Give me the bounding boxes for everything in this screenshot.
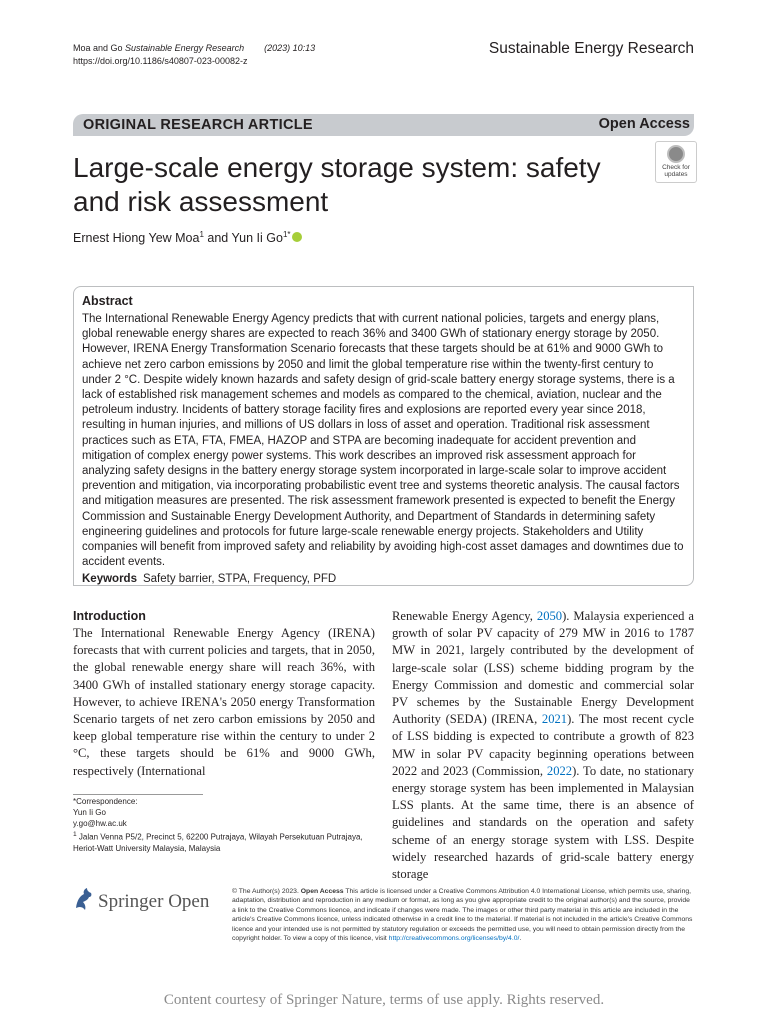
author-2[interactable]: Yun Ii Go [231, 231, 283, 246]
open-access-label: Open Access [598, 116, 690, 132]
ref-link-2021[interactable]: 2021 [541, 712, 568, 727]
license-link[interactable]: http://creativecommons.org/licenses/by/4.0/ [388, 935, 520, 943]
citation-journal: Sustainable Energy Research [125, 43, 245, 53]
citation-header [73, 42, 315, 68]
intro-right-column [392, 608, 694, 883]
open-word: Open [168, 891, 210, 912]
springer-horse-icon [73, 886, 95, 912]
check-updates-line2: updates [664, 171, 688, 178]
journal-name: Sustainable Energy Research [488, 40, 694, 57]
introduction-heading: Introduction [73, 609, 146, 623]
article-type: ORIGINAL RESEARCH ARTICLE [83, 117, 313, 133]
footnote-email[interactable]: y.go@hw.ac.uk [73, 819, 127, 828]
license-open-access: Open Access [300, 888, 344, 895]
springer-word: Springer [98, 891, 164, 912]
ref-link-2022[interactable]: 2022 [546, 763, 573, 778]
footnote-affiliation [73, 829, 375, 854]
license-body: This article is licensed under a Creative Commons Attribution 4.0 International License, which permits use, sharing, adaptation, distribution and reproduction in any medium or format, as long as you give appropriate credit to the original author(s) and the source, provide a link to the Creative Commons licence, and indicate if changes were made. The images or other third party material in this article are included in the article's Creative Commons licence, unless indicated otherwise in a credit line to the material. If material is not included in the article's Creative Commons licence and your intended use is not permitted by statutory regulation or exceeds the permitted use, you will need to obtain permission directly from the copyright holder. To view a copy of this licence, visit [232, 888, 693, 943]
springer-open-logo [98, 891, 209, 913]
ref-link-2050[interactable]: 2050 [536, 609, 563, 623]
citation-authors: Moa and Go [73, 43, 123, 53]
courtesy-footer: Content courtesy of Springer Nature, terms of use apply. Rights reserved. [163, 992, 605, 1008]
abstract-box [73, 286, 694, 586]
footnote-name: Yun Ii Go [73, 808, 106, 817]
license-text [232, 887, 694, 943]
check-updates-line1: Check for [662, 164, 690, 171]
intro-right-text-1: Renewable Energy Agency, [392, 609, 537, 623]
intro-right-text-3: ). The most recent cycle of LSS bidding is expected to contribute a growth of 823 MW in solar PV capacity beginning operations between 2022 and 2023 (Commission, [392, 712, 695, 778]
keywords-value: Safety barrier, STPA, Frequency, PFD [142, 573, 337, 586]
footnote-affil-num: 1 [73, 831, 77, 838]
orcid-icon[interactable] [292, 232, 302, 242]
footnote-divider [73, 794, 203, 795]
intro-right-text-4: ). To date, no stationary energy storage system has been implemented in Malaysian LSS plants. At the same time, there is an absence of guidelines and standards on the operation and safety scheme of an energy storage system with LSS. Despite widely researched hazards of grid-scale battery energy storage [392, 763, 694, 882]
article-title: Large-scale energy storage system: safety and risk assessment [73, 152, 601, 217]
article-type-banner [73, 114, 694, 136]
abstract-text: The International Renewable Energy Agency predicts that with current national policies, targets and energy plans, global renewable energy shares are expected to reach 36% and 3400 GWh of stationary energy storage by 2050. However, IRENA Energy Transformation Scenario forecasts that these targets should be at 61% and 9000 GWh to achieve net zero carbon emissions by 2050 and limit the global temperature rise within the twenty-first century to under 2 °C. Despite widely known hazards and safety design of grid-scale battery energy storage systems, there is a lack of established risk management schemes and models as compared to the chemical, aviation, nuclear and the petroleum industry. Incidents of battery storage facility fires and explosions are reported every year since 2018, resulting in human injuries, and millions of US dollars in loss of asset and operation. Traditional risk assessment practices such as ETA, FTA, FMEA, HAZOP and STPA are becoming inadequate for accident prevention and mitigation of complex energy power systems. This work describes an improved risk assessment approach for analyzing safety designs in the battery energy storage system incorporated in large-scale solar to improve accident prevention and mitigation, via incorporating probabilistic event tree and systems theoretic analysis. The causal factors and mitigation measures are presented. The risk assessment framework presented is expected to benefit the Energy Commission and Sustainable Energy Development Authority, and Department of Standards in determining safety engineering guidelines and protocols for future large-scale renewable energy projects. Stakeholders and Utility companies will benefit from improved safety and reliability by avoiding high-cost asset damages and downtimes due to accident events. [82, 313, 684, 569]
license-copyright: © The Author(s) 2023. [232, 888, 301, 895]
check-updates-icon [667, 145, 685, 163]
footnote [73, 796, 375, 854]
keywords-line [82, 573, 685, 585]
footnote-affil-text: Jalan Venna P5/2, Precinct 5, 62200 Putrajaya, Wilayah Persekutuan Putrajaya, Heriot-Watt University Malaysia, Malaysia [73, 832, 363, 853]
author-and: and [203, 231, 232, 246]
abstract-heading: Abstract [82, 294, 133, 308]
citation-volume: (2023) 10:13 [264, 43, 316, 53]
intro-right-text-2: ). Malaysia experienced a growth of solar PV capacity of 279 MW in 2016 to 1787 MW in 2021, largely contributed by the development of large-scale solar (LSS) scheme bidding program by the Energy Commission and domestic and commercial solar PV schemes by the Sustainable Energy Development Authority (SEDA) (IRENA, [392, 609, 694, 727]
author-1-affil: 1 [199, 230, 204, 239]
doi-link[interactable]: https://doi.org/10.1186/s40807-023-00082-z [73, 56, 248, 66]
license-end: . [519, 935, 522, 943]
author-1[interactable]: Ernest Hiong Yew Moa [73, 231, 200, 246]
keywords-label: Keywords [82, 573, 137, 586]
author-2-affil: 1* [282, 230, 291, 239]
check-for-updates-button[interactable] [655, 141, 697, 183]
footnote-correspondence: *Correspondence: [73, 797, 138, 806]
author-list [73, 230, 302, 245]
intro-left-column: The International Renewable Energy Agency (IRENA) forecasts that with current policies and targets, that in 2050, the global renewable energy share will reach 36%, with 3400 GWh of installed stationary energy storage capacity. However, to achieve IRENA's 2050 energy Transformation Scenario targets of net zero carbon emissions by 2050 and keep global temperature rise within the century to under 2 °C, these targets should be 61% and 9000 GWh, respectively (International [73, 626, 375, 778]
